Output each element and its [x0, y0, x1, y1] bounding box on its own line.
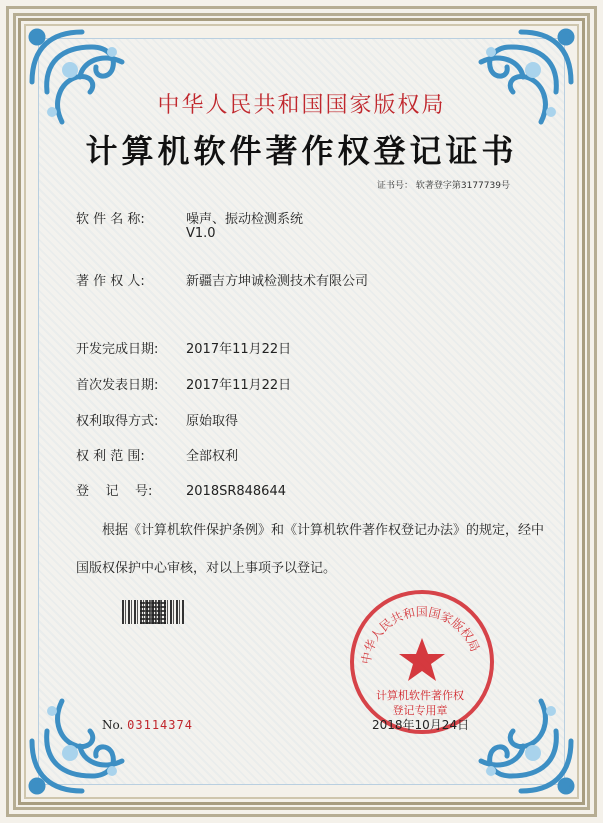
field-dev-date: [76, 338, 291, 357]
field-value: 2018SR848644: [186, 484, 286, 499]
field-owner: [76, 270, 368, 289]
field-label: 权利取得方式:: [76, 414, 159, 429]
field-value: 噪声、振动检测系统: [186, 212, 304, 227]
corner-ornament-icon: [22, 22, 142, 142]
seal-text-line-1: 计算机软件著作权: [376, 689, 464, 702]
field-scope: [76, 445, 238, 464]
serial-label: No.: [102, 718, 124, 732]
field-label: 首次发表日期:: [76, 378, 159, 393]
seal-ring-text: 中华人民共和国国家版权局: [358, 604, 483, 666]
seal-text-line-2: 登记专用章: [392, 704, 448, 717]
field-label: 登 记 号:: [76, 484, 153, 499]
serial-number: [102, 718, 193, 732]
field-label: 权 利 范 围:: [76, 449, 145, 464]
body-paragraph: 根据《计算机软件保护条例》和《计算机软件著作权登记办法》的规定，经中国版权保护中心审核，对以上事项予以登记。: [76, 523, 545, 576]
field-pub-date: [76, 374, 291, 393]
field-software-name: [76, 208, 303, 227]
field-value: 2017年11月22日: [186, 378, 292, 393]
serial-value: 03114374: [127, 718, 193, 732]
field-label: 开发完成日期:: [76, 342, 159, 357]
corner-ornament-icon: [461, 22, 581, 142]
barcode-icon: [122, 600, 184, 624]
field-label: 著 作 权 人:: [76, 274, 145, 289]
field-reg-no: [76, 480, 286, 499]
issuer-name: 中华人民共和国国家版权局: [157, 93, 446, 118]
field-value: 新疆吉方坤诚检测技术有限公司: [186, 274, 369, 289]
issue-date: 2018年10月24日: [372, 718, 470, 732]
field-value: 原始取得: [186, 414, 239, 429]
field-label: 软 件 名 称:: [76, 212, 145, 227]
field-value: 全部权利: [186, 449, 239, 464]
field-value: 2017年11月22日: [186, 342, 292, 357]
corner-ornament-icon: [22, 681, 142, 801]
certificate-number: 证书号： 软著登字第3177739号: [377, 181, 510, 191]
field-acquire: [76, 410, 238, 429]
certificate-title: 计算机软件著作权登记证书: [85, 132, 518, 170]
seal-star-icon: [399, 638, 445, 681]
field-version: V1.0: [186, 226, 216, 241]
